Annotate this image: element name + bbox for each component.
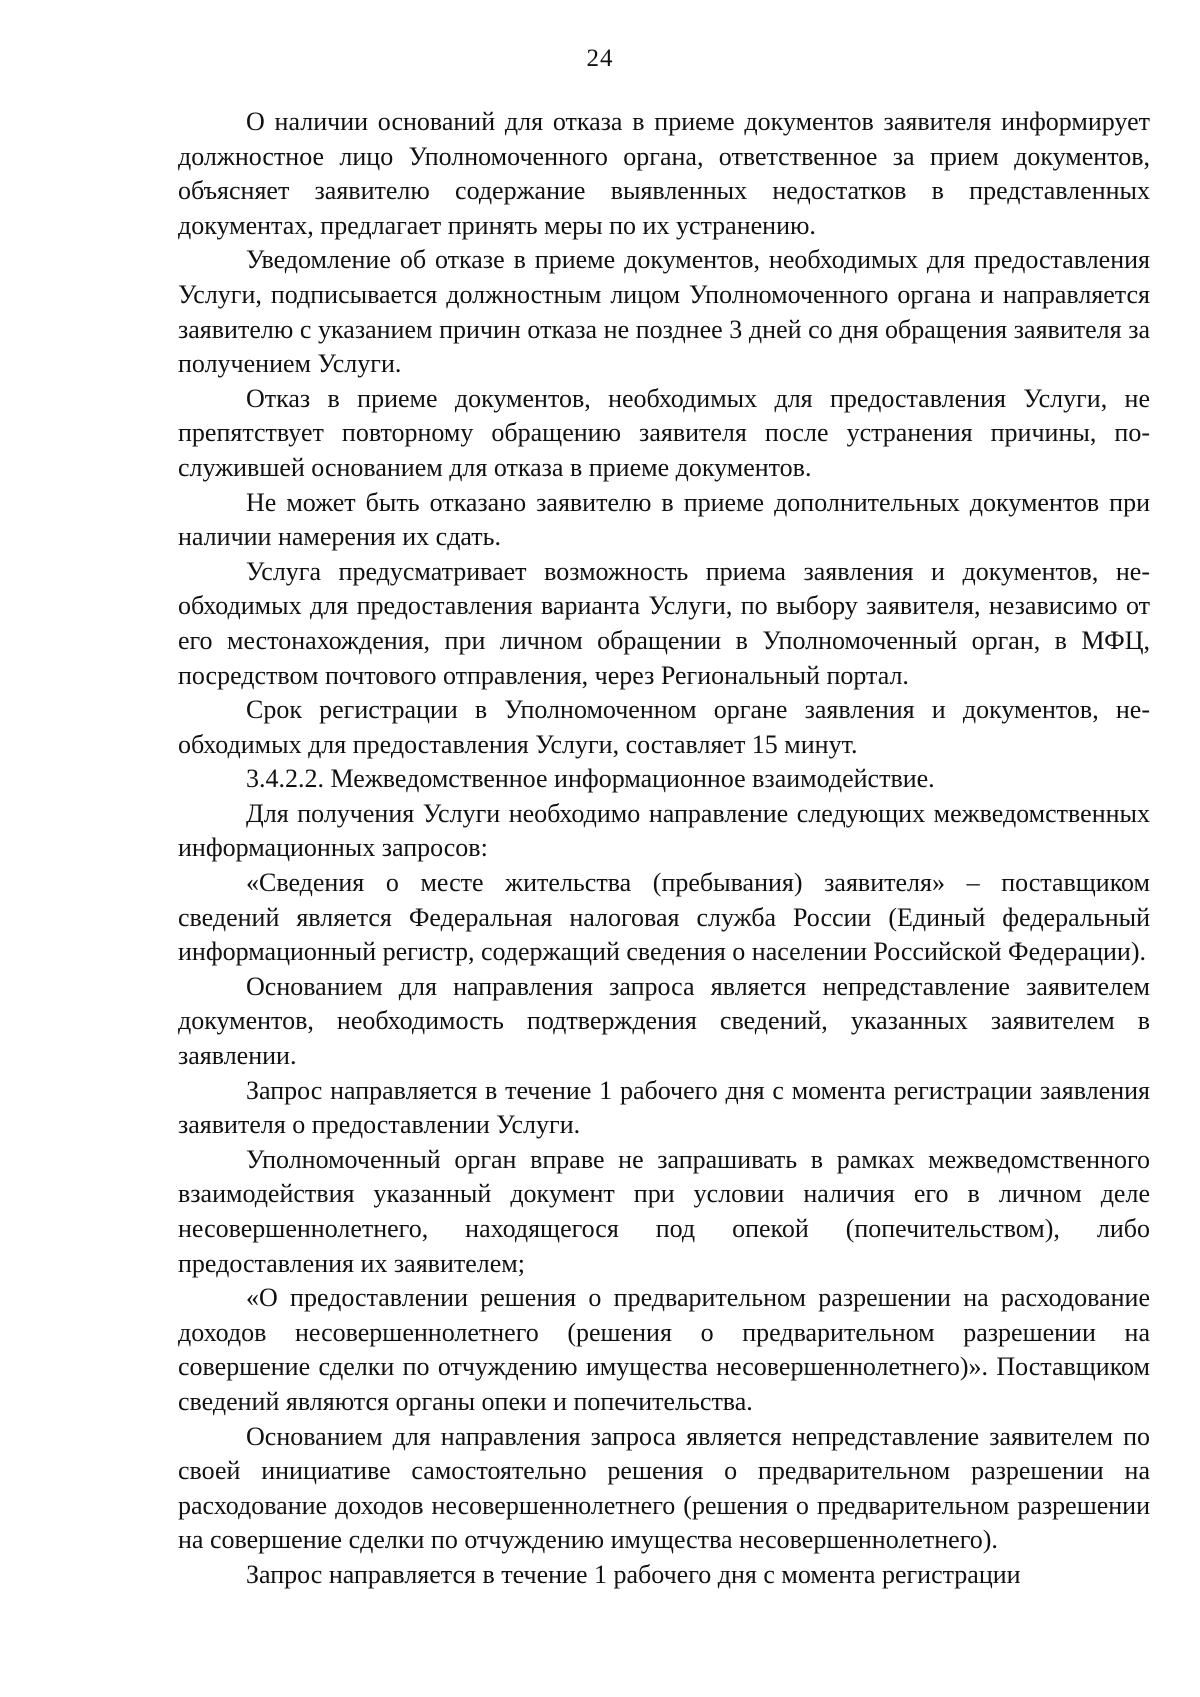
paragraph-request-basis: Основанием для направления запроса является непредставление заявителем документов, необходимость подтверждения сведений, указанных заявителем в заявлении. — [178, 971, 1150, 1071]
paragraph-application-channels: Услуга предусматривает возможность приема заявления и документов, необходимых для предоставления варианта Услуги, по выбору заявителя, независимо от его местонахождения, при личном обращении в Уполномоченный орган, в МФЦ, посредством почтового отправления, через Региональный портал. — [178, 556, 1150, 690]
paragraph-registration-term: Срок регистрации в Уполномоченном органе заявления и документов, необходимых для предоставления Услуги, составляет 15 минут. — [178, 695, 1150, 759]
document-body — [178, 105, 1150, 1593]
paragraph-refusal-notice: Уведомление об отказе в приеме документов, необходимых для предоставления Услуги, подписывается должностным лицом Уполномоченного органа и направляется заявителю с указанием причин отказа не позднее 3 дней со дня обращения заявителя за получением Услуги. — [178, 245, 1150, 379]
paragraph-requests-intro: Для получения Услуги необходимо направление следующих межведомственных информационных запросов: — [178, 798, 1150, 863]
page-number: 24 — [586, 45, 614, 72]
paragraph-repeat-application: Отказ в приеме документов, необходимых для предоставления Услуги, не препятствует повторному обращению заявителя после устранения причины, послужившей основанием для отказа в приеме документов. — [178, 383, 1150, 482]
paragraph-residence-request: «Сведения о месте жительства (пребывания) заявителя» – поставщиком сведений является Федеральная налоговая служба России (Единый федеральный информационный регистр, содержащий сведения о населении Российской Федерации). — [178, 868, 1150, 967]
paragraph-guardianship-basis: Основанием для направления запроса является непредставление заявителем по своей инициативе самостоятельно решения о предварительном разрешении на расходование доходов несовершеннолетнего (решения о предварительном разрешении на совершение сделки по отчуждению имущества несовершеннолетнего). — [178, 1421, 1150, 1555]
paragraph-request-term: Запрос направляется в течение 1 рабочего дня с момента регистрации заявления заявителя о предоставлении Услуги. — [178, 1075, 1150, 1140]
paragraph-guardianship-request: «О предоставлении решения о предварительном разрешении на расходование доходов несовершеннолетнего (решения о предварительном разрешении на совершение сделки по отчуждению имущества несовершеннолетнего)». Поставщиком сведений являются органы опеки и попечительства. — [178, 1283, 1150, 1416]
paragraph-request-term-second: Запрос направляется в течение 1 рабочего дня с момента регистрации — [246, 1559, 1021, 1589]
paragraph-refusal-info: О наличии оснований для отказа в приеме документов заявителя информирует должностное лицо Уполномоченного органа, ответственное за прием документов, объясняет заявителю содержание выявленных недостатков в представленных документах, предлагает принять меры по их устранению. — [178, 107, 1150, 240]
paragraph-additional-documents: Не может быть отказано заявителю в приеме дополнительных документов при наличии намерения их сдать. — [178, 487, 1150, 552]
paragraph-section-heading: 3.4.2.2. Межведомственное информационное взаимодействие. — [246, 764, 935, 794]
paragraph-authority-right: Уполномоченный орган вправе не запрашивать в рамках межведомственного взаимодействия указанный документ при условии наличия его в личном деле несовершеннолетнего, находящегося под опекой (попечительством), либо предоставления их заявителем; — [178, 1144, 1150, 1278]
